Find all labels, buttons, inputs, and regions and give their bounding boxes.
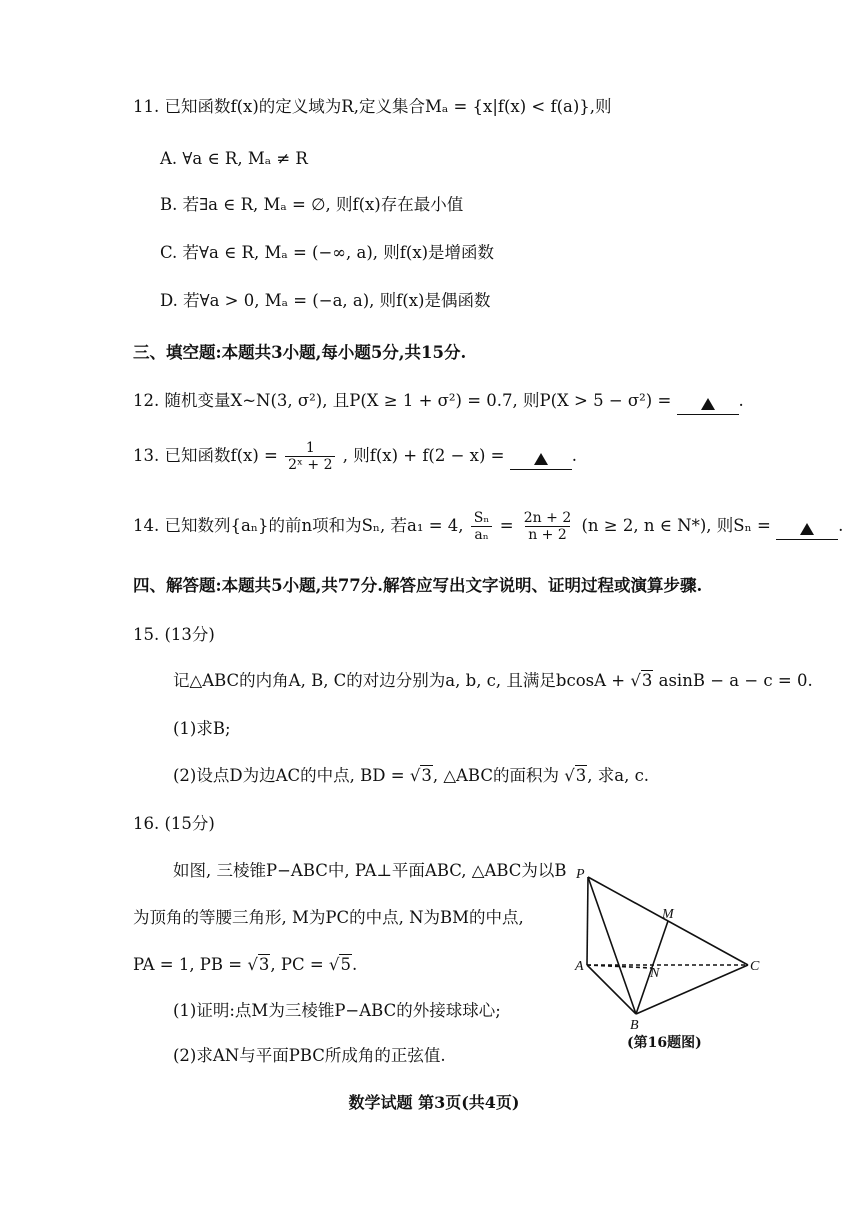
sqrt-radicand: 5 [340, 955, 351, 974]
pyramid-figure [570, 862, 770, 1032]
q14-f1-den: aₙ [471, 526, 491, 543]
q15-stem-a: 记△ABC的内角A, B, C的对边分别为a, b, c, 且满足bcosA + [173, 671, 626, 690]
q14-suffix: (n ≥ 2, n ∈ N*), 则Sₙ = [581, 516, 771, 535]
q15-stem [173, 670, 813, 692]
q16-line2: 为顶角的等腰三角形, M为PC的中点, N为BM的中点, [133, 908, 524, 927]
q15-p2-c: , 求a, c. [587, 766, 650, 785]
q13-frac-num: 1 [305, 440, 315, 456]
edge-ab [587, 965, 636, 1014]
q12-answer-blank [677, 394, 739, 415]
label-m: M [662, 907, 674, 922]
q16-part1: (1)证明:点M为三棱锥P−ABC的外接球球心; [173, 1001, 501, 1020]
sqrt-radicand: 3 [258, 955, 270, 974]
label-p: P [576, 867, 585, 882]
section4-heading: 四、解答题:本题共5小题,共77分.解答应写出文字说明、证明过程或演算步骤. [133, 576, 703, 595]
q15-p2-a: (2)设点D为边AC的中点, BD = [173, 766, 405, 785]
figure-caption: (第16题图) [627, 1035, 702, 1051]
triangle-icon [534, 453, 548, 465]
sqrt-symbol: √5 [328, 955, 351, 974]
sqrt-radicand: 3 [421, 766, 432, 785]
q15-header: 15. (13分) [133, 625, 215, 644]
sqrt-symbol: √3 [630, 671, 653, 690]
label-b: B [630, 1018, 639, 1032]
q15-part1: (1)求B; [173, 719, 231, 738]
q13-prefix: 13. 已知函数f(x) = [133, 446, 278, 465]
q13-fraction [285, 440, 335, 473]
q15-p2-b: , △ABC的面积为 [432, 766, 559, 785]
q11-option-b: B. 若∃a ∈ R, Mₐ = ∅, 则f(x)存在最小值 [160, 195, 464, 214]
q12-line: 12. 随机变量X~N(3, σ²), 且P(X ≥ 1 + σ²) = 0.7, 则P(X > 5 − σ²) = . [133, 390, 744, 415]
q16-line1: 如图, 三棱锥P−ABC中, PA⊥平面ABC, △ABC为以B [173, 861, 567, 880]
q16-line3: PA = 1, PB = √3, PC = √5. [133, 955, 358, 974]
q14-fraction-1 [471, 510, 493, 543]
triangle-icon [800, 523, 814, 535]
q14-f2-den: n + 2 [525, 526, 570, 543]
sqrt-radicand: 3 [575, 766, 587, 785]
label-c: C [750, 959, 760, 974]
q11-option-d: D. 若∀a > 0, Mₐ = (−a, a), 则f(x)是偶函数 [160, 291, 491, 310]
q13-line: 13. 已知函数f(x) = $\frac{1}{\text{2ˣ + 2}}$ , 则f(x) + f(2 − x) = . [133, 440, 577, 473]
label-a: A [575, 959, 584, 974]
q14-f1-num: Sₙ [473, 510, 490, 526]
q16-header: 16. (15分) [133, 814, 215, 833]
q13-answer-blank [510, 449, 572, 470]
q11-option-a: A. ∀a ∈ R, Mₐ ≠ R [160, 149, 308, 168]
q12-text: 12. 随机变量X~N(3, σ²), 且P(X ≥ 1 + σ²) = 0.7, 则P(X > 5 − σ²) = [133, 391, 672, 410]
q14-f2-num: 2n + 2 [523, 510, 572, 526]
q14-line: 14. 已知数列{aₙ}的前n项和为Sₙ, 若a₁ = 4, $\frac{\text{Sₙ}}{\text{aₙ}}$ = $\frac{2n + 2}{n + 2}$ (n ≥ 2, n ∈ N*), 则Sₙ = . [133, 510, 844, 543]
page-footer: 数学试题 第3页(共4页) [348, 1093, 520, 1112]
q14-answer-blank [776, 519, 838, 540]
q16-part2: (2)求AN与平面PBC所成角的正弦值. [173, 1046, 446, 1065]
q14-prefix: 14. 已知数列{aₙ}的前n项和为Sₙ, 若a₁ = 4, [133, 516, 464, 535]
q14-eq: = [499, 516, 514, 535]
q16-line3-b: , PC = [270, 955, 324, 974]
triangle-icon [701, 398, 715, 410]
sqrt-symbol: √3 [564, 766, 587, 785]
q11-stem: 11. 已知函数f(x)的定义域为R,定义集合Mₐ = {x|f(x) < f(a)},则 [133, 97, 612, 116]
q15-part2 [173, 765, 649, 787]
q16-line3-a: PA = 1, PB = [133, 955, 243, 974]
edge-pb [588, 877, 636, 1014]
q11-option-c: C. 若∀a ∈ R, Mₐ = (−∞, a), 则f(x)是增函数 [160, 243, 495, 262]
q13-frac-den: 2ˣ + 2 [285, 456, 335, 473]
q13-suffix: , 则f(x) + f(2 − x) = [342, 446, 505, 465]
section3-heading: 三、填空题:本题共3小题,每小题5分,共15分. [133, 343, 467, 362]
q15-stem-b: asinB − a − c = 0. [658, 671, 813, 690]
edge-pa [587, 877, 588, 965]
label-n: N [650, 966, 660, 981]
q14-fraction-2 [521, 510, 574, 543]
sqrt-radicand: 3 [641, 671, 653, 690]
sqrt-symbol: √3 [247, 955, 270, 974]
sqrt-symbol: √3 [409, 766, 432, 785]
